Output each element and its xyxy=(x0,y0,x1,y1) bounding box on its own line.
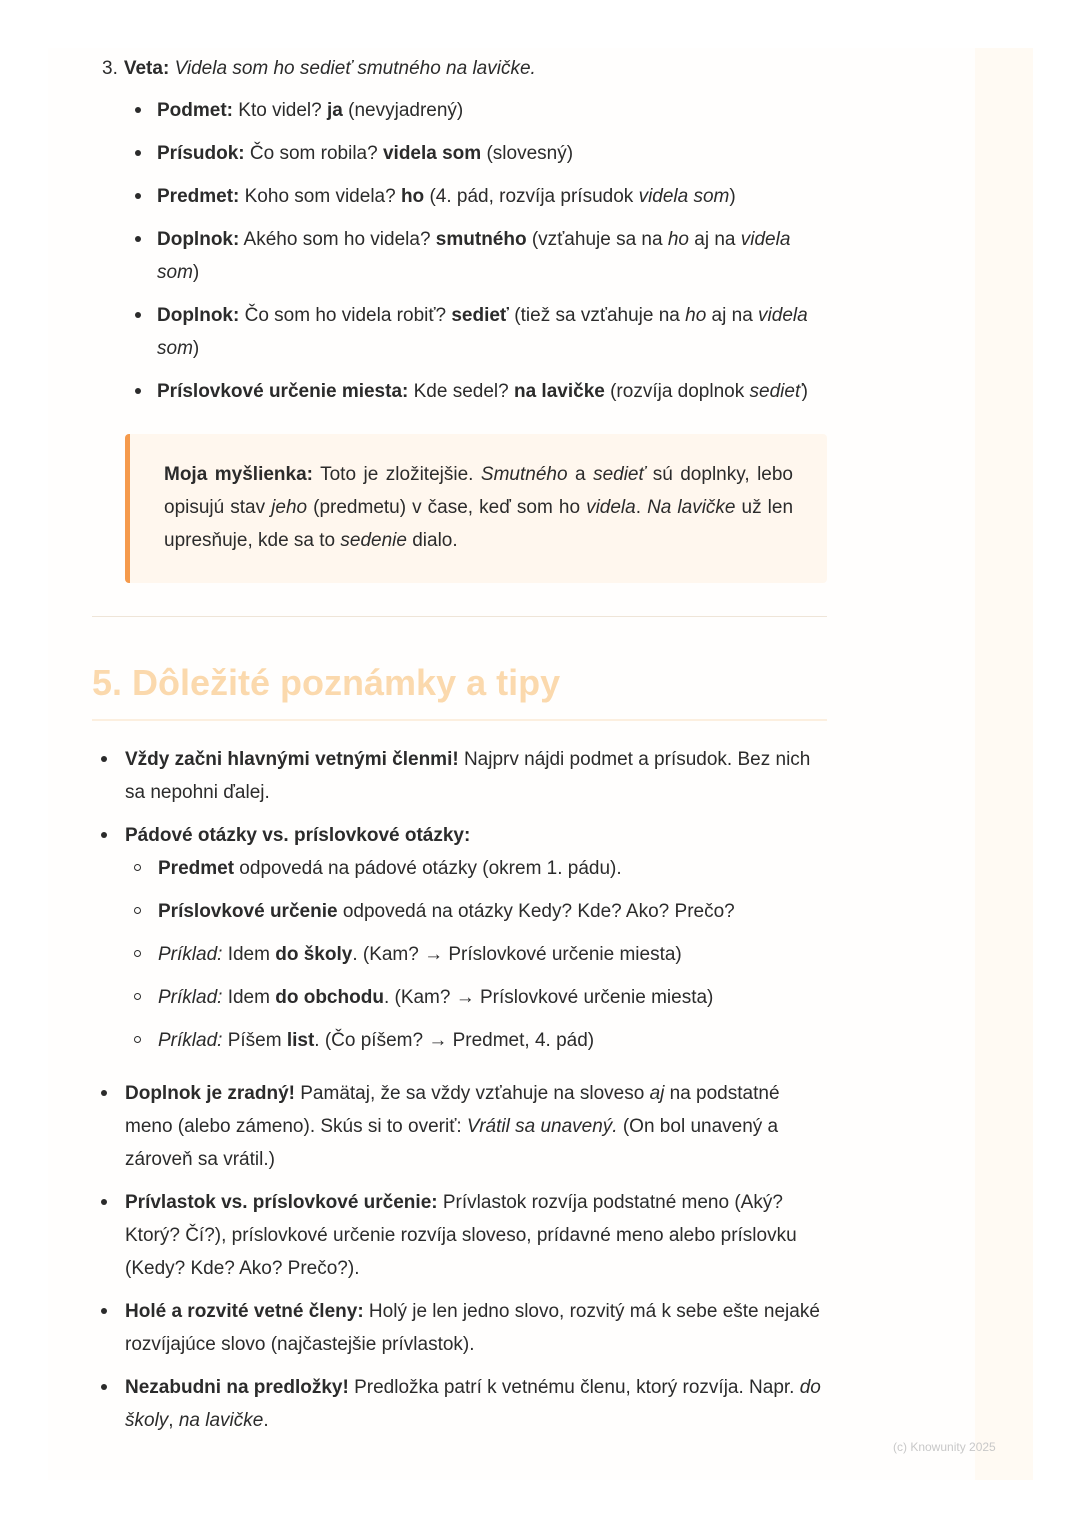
note-italic: videla som xyxy=(638,186,730,207)
answer-text: ho xyxy=(400,186,425,207)
item-text: odpovedá na pádové otázky (okrem 1. pádu). xyxy=(234,858,622,879)
term-label: Doplnok: xyxy=(157,305,240,326)
tip-text: Pamätaj, že sa vždy vzťahuje na sloveso xyxy=(294,1083,650,1104)
note-italic: ho xyxy=(667,229,689,250)
list-item xyxy=(125,180,832,213)
answer-text: ja xyxy=(327,100,343,121)
note-italic: videla som xyxy=(157,229,791,283)
note-text: (tiež sa vzťahuje na xyxy=(509,305,686,326)
note-mid: aj na xyxy=(706,305,759,326)
note-end: ) xyxy=(801,381,808,402)
item-text: . (Kam? → Príslovkové určenie miesta) xyxy=(383,987,714,1008)
tip-italic: na lavičke xyxy=(178,1410,264,1431)
note-text: (vzťahuje sa na xyxy=(526,229,668,250)
callout-italic: Smutného xyxy=(480,464,568,485)
item-text: odpovedá na otázky Kedy? Kde? Ako? Prečo? xyxy=(337,901,735,922)
tip-title: Pádové otázky vs. príslovkové otázky: xyxy=(125,825,471,846)
sentence-number: 3. xyxy=(102,58,118,79)
question-text: Koho som videla? xyxy=(239,186,401,207)
tip-italic: Vrátil sa unavený. xyxy=(466,1116,618,1137)
tips-list xyxy=(92,743,832,1437)
note-text: (4. pád, rozvíja prísudok xyxy=(424,186,639,207)
item-text: . (Čo píšem? → Predmet, 4. pád) xyxy=(314,1030,595,1051)
answer-text: sedieť xyxy=(451,305,510,326)
list-item xyxy=(125,981,832,1014)
tip-title: Holé a rozvité vetné členy: xyxy=(125,1301,364,1322)
question-text: Akého som ho videla? xyxy=(239,229,436,250)
question-text: Čo som robila? xyxy=(244,143,383,164)
note-text: (nevyjadrený) xyxy=(342,100,464,121)
list-item xyxy=(125,938,832,971)
tip-text: Predložka patrí k vetnému členu, ktorý rozvíja. Napr. xyxy=(348,1377,800,1398)
callout-text: Toto je zložitejšie. xyxy=(312,464,481,485)
example-label: Príklad: xyxy=(158,1030,223,1051)
list-item xyxy=(92,1295,832,1361)
answer-text: videla som xyxy=(382,143,482,164)
callout-text: (predmetu) v čase, keď som ho xyxy=(307,497,587,518)
item-bold: Príslovkové určenie xyxy=(158,901,338,922)
tip-title: Vždy začni hlavnými vetnými členmi! xyxy=(125,749,459,770)
tip-text: (On bol unavený a zároveň sa vrátil.) xyxy=(125,1116,779,1170)
callout-italic: Na lavičke xyxy=(647,497,736,518)
answer-text: smutného xyxy=(435,229,527,250)
list-item xyxy=(125,852,832,885)
tip-text: Najprv nájdi podmet a prísudok. Bez nich sa nepohni ďalej. xyxy=(125,749,811,803)
note-text: (slovesný) xyxy=(481,143,574,164)
note-end: ) xyxy=(729,186,736,207)
term-label: Príslovkové určenie miesta: xyxy=(157,381,409,402)
callout-italic: sedieť xyxy=(593,464,646,485)
note-italic: ho xyxy=(685,305,707,326)
tip-title: Doplnok je zradný! xyxy=(125,1083,295,1104)
item-text: Idem xyxy=(222,944,276,965)
note-text: (rozvíja doplnok xyxy=(604,381,750,402)
term-label: Prísudok: xyxy=(157,143,245,164)
list-item xyxy=(125,299,832,365)
example-label: Príklad: xyxy=(158,944,223,965)
note-end: ) xyxy=(192,262,200,283)
question-text: Kde sedel? xyxy=(408,381,514,402)
tip-text: na podstatné meno (alebo zámeno). Skús si to overiť: xyxy=(125,1083,780,1137)
callout-text: a xyxy=(567,464,594,485)
example-label: Príklad: xyxy=(158,987,223,1008)
list-item xyxy=(92,819,832,1057)
list-item xyxy=(125,94,832,127)
item-bold: list xyxy=(286,1030,315,1051)
section-heading: 5. Dôležité poznámky a tipy xyxy=(92,661,827,721)
list-item xyxy=(92,743,832,809)
list-item xyxy=(125,1024,832,1057)
term-label: Podmet: xyxy=(157,100,233,121)
note-italic: sedieť xyxy=(749,381,802,402)
list-item xyxy=(92,1371,832,1437)
sentence-text: Videla som ho sedieť smutného na lavičke. xyxy=(174,58,536,79)
list-item xyxy=(125,223,832,289)
tip-text: Holý je len jedno slovo, rozvitý má k sebe ešte nejaké rozvíjajúce slovo (najčastejšie prívlastok). xyxy=(125,1301,820,1355)
tip-text: Prívlastok rozvíja podstatné meno (Aký? Ktorý? Čí?), príslovkové určenie rozvíja sloveso, prídavné meno alebo príslovku (Kedy? Kde? Ako? Prečo?). xyxy=(125,1192,797,1279)
item-bold: do obchodu xyxy=(275,987,384,1008)
section-divider xyxy=(92,616,827,617)
sentence-analysis-list xyxy=(92,94,832,408)
callout-text: dialo. xyxy=(406,530,458,551)
nested-list xyxy=(125,852,832,1057)
tip-italic: do školy xyxy=(125,1377,821,1431)
list-item xyxy=(125,895,832,928)
item-text: Píšem xyxy=(222,1030,287,1051)
list-item xyxy=(125,137,832,170)
sentence-3 xyxy=(92,52,832,85)
list-item xyxy=(92,1186,832,1285)
answer-text: na lavičke xyxy=(513,381,605,402)
tip-title: Nezabudni na predložky! xyxy=(125,1377,349,1398)
document-content xyxy=(92,52,832,1447)
item-bold: do školy xyxy=(275,944,353,965)
list-item xyxy=(125,375,832,408)
callout-italic: sedenie xyxy=(340,530,407,551)
question-text: Kto videl? xyxy=(233,100,327,121)
callout-italic: jeho xyxy=(271,497,308,518)
item-text: Idem xyxy=(222,987,276,1008)
tip-text: , xyxy=(168,1410,179,1431)
question-text: Čo som ho videla robiť? xyxy=(239,305,452,326)
item-bold: Predmet xyxy=(158,858,235,879)
tip-text: . xyxy=(263,1410,269,1431)
callout-text: už len upresňuje, kde sa to xyxy=(164,497,794,551)
watermark: (c) Knowunity 2025 xyxy=(893,1440,996,1454)
item-text: . (Kam? → Príslovkové určenie miesta) xyxy=(352,944,682,965)
note-mid: aj na xyxy=(688,229,741,250)
callout-text: . xyxy=(635,497,648,518)
page-margin-strip xyxy=(975,48,1033,1480)
term-label: Predmet: xyxy=(157,186,240,207)
callout-italic: videla xyxy=(586,497,636,518)
callout-text: sú doplnky, lebo opisujú stav xyxy=(164,464,794,518)
tip-title: Prívlastok vs. príslovkové určenie: xyxy=(125,1192,438,1213)
note-italic: videla som xyxy=(157,305,808,359)
tip-italic: aj xyxy=(649,1083,665,1104)
callout-label: Moja myšlienka: xyxy=(164,464,313,485)
sentence-label: Veta: xyxy=(123,58,170,79)
term-label: Doplnok: xyxy=(157,229,240,250)
thought-callout xyxy=(125,434,827,583)
list-item xyxy=(92,1077,832,1176)
note-end: ) xyxy=(192,338,200,359)
